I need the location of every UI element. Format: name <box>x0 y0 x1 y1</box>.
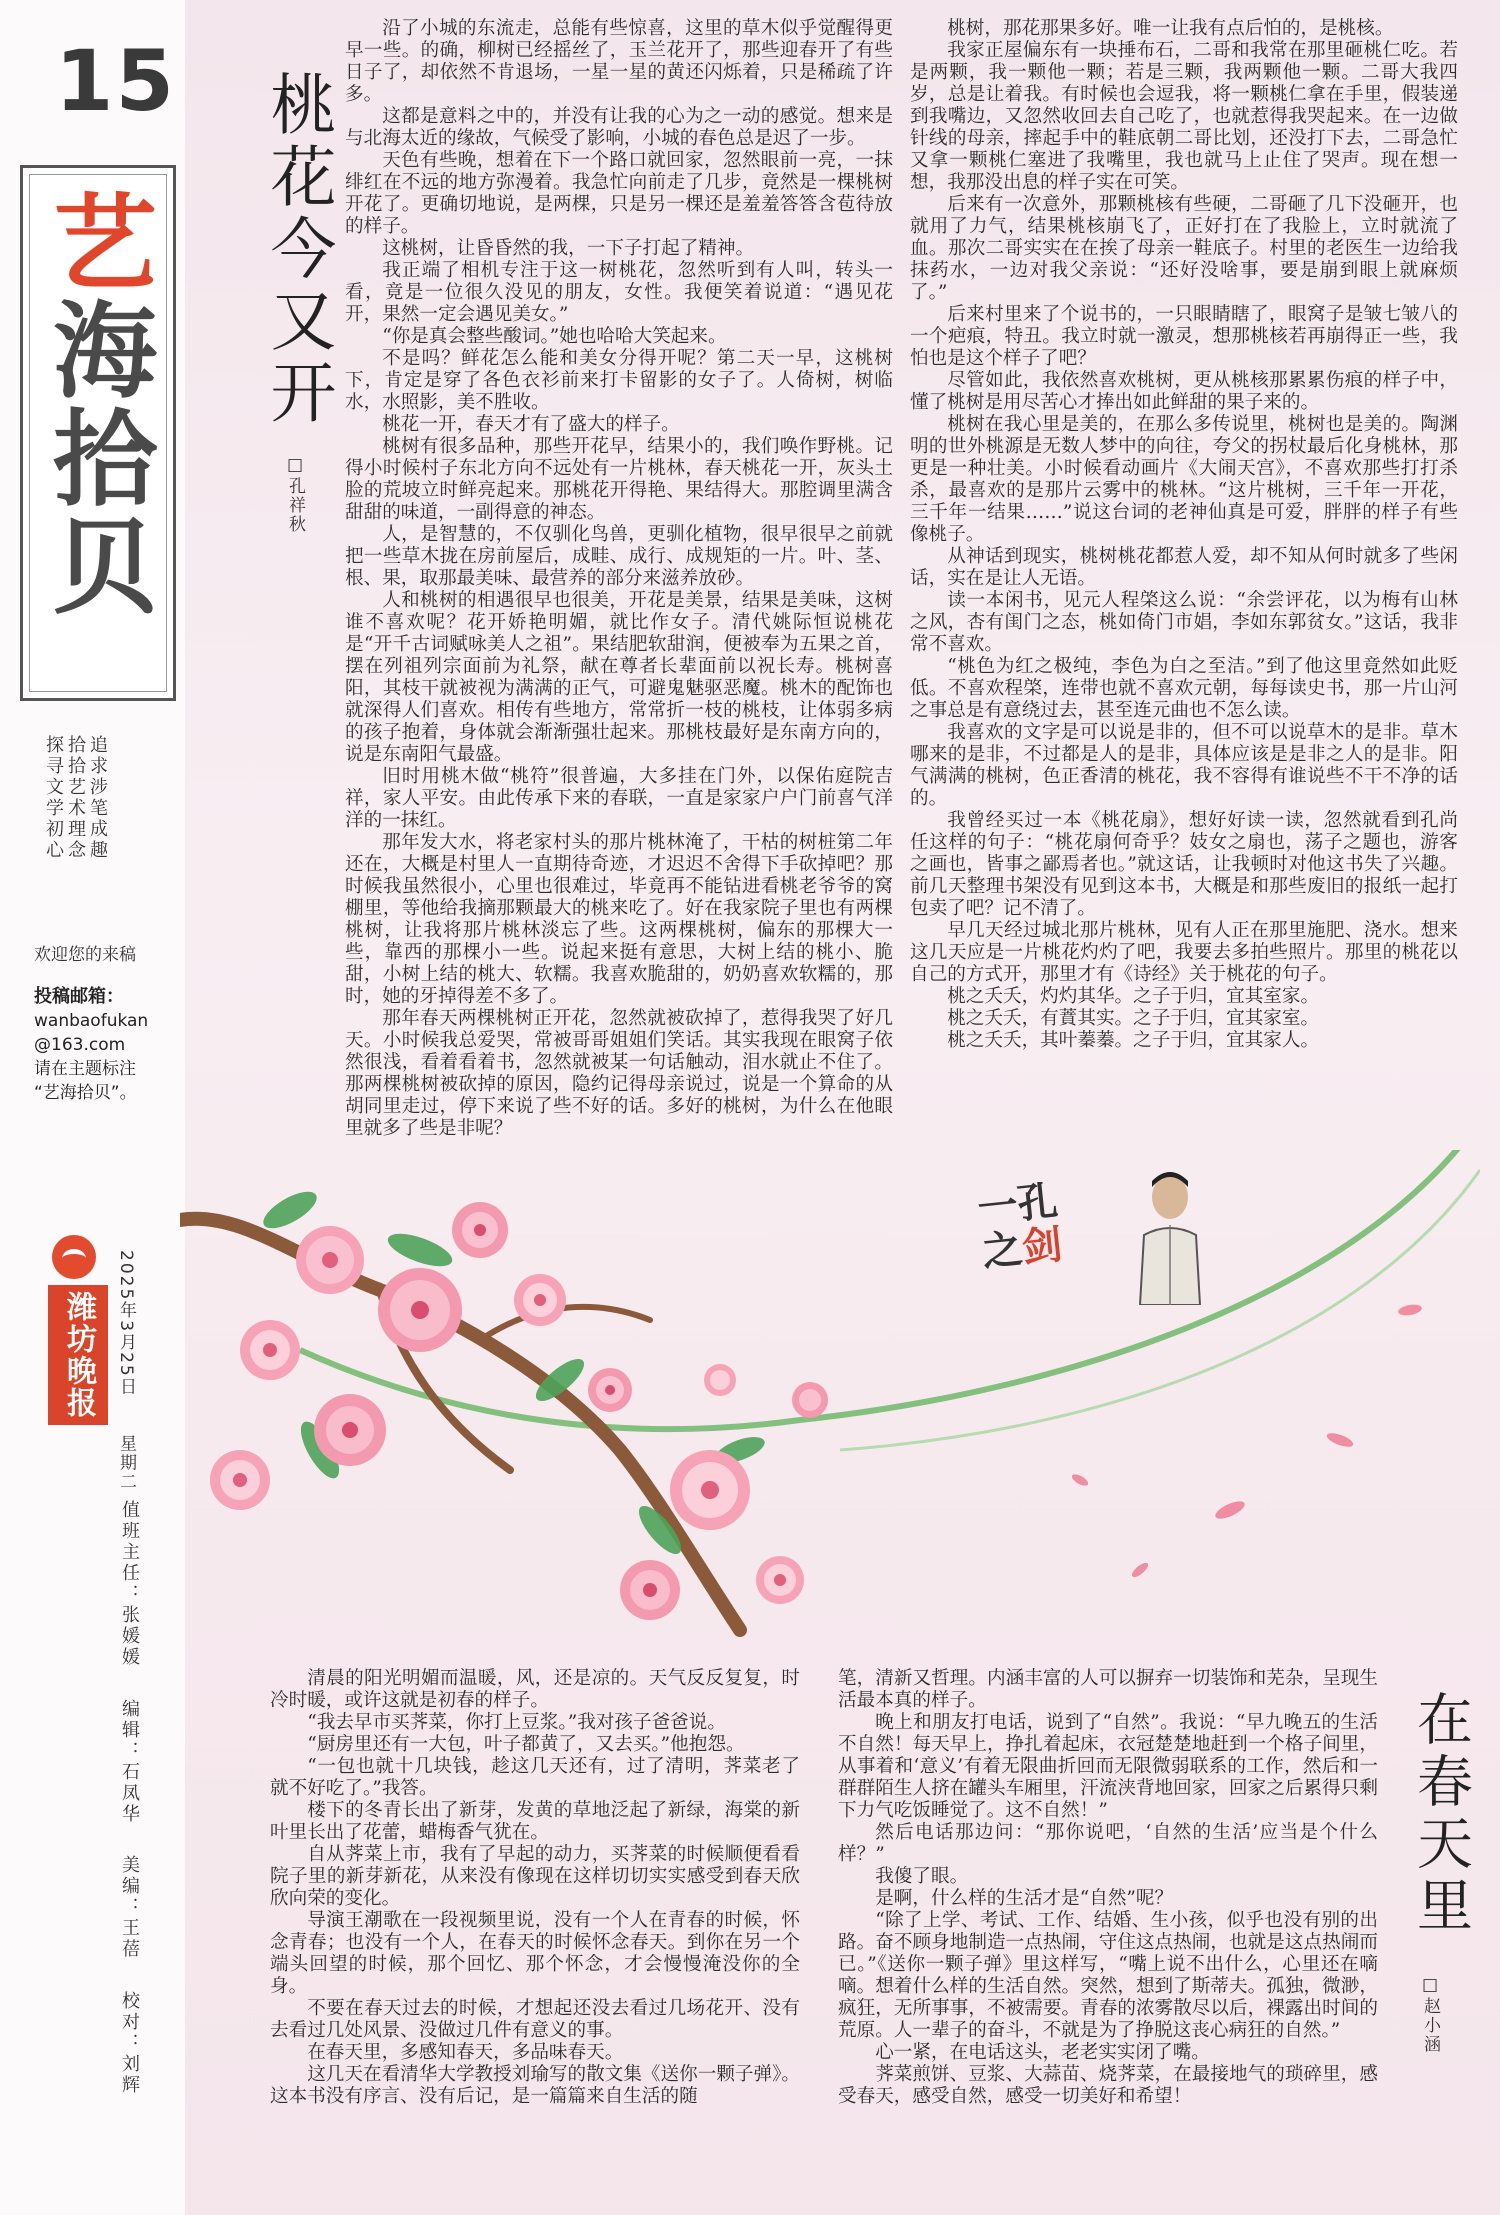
paragraph: 后来有一次意外，那颗桃核有些硬，二哥砸了几下没砸开，也就用了力气，结果桃核崩飞了，正好打在了我脸上，立时就流了血。那次二哥实实在在挨了母亲一鞋底子。村里的老医生一边给我抹药水，一边对我父亲说：“还好没啥事，要是崩到眼上就麻烦了。” <box>910 194 1458 303</box>
logo-icon <box>52 1235 96 1279</box>
paragraph: 桃之夭夭，有蕡其实。之子于归，宜其家室。 <box>947 1008 1320 1029</box>
column-header-box <box>20 165 176 701</box>
paragraph: 我家正屋偏东有一块捶布石，二哥和我常在那里砸桃仁吃。若是两颗，我一颗他一颗；若是三颗，我两颗他一颗。二哥大我四岁，总是让着我。有时候也会逗我，将一颗桃仁拿在手里，假装递到我嘴边，又忽然收回去自己吃了，也就惹得我哭起来。在一边做针线的母亲，摔起手中的鞋底朝二哥比划，还没打下去，二哥急忙又拿一颗桃仁塞进了我嘴里，我也就马上止住了哭声。现在想一想，我那没出息的样子实在可笑。 <box>910 40 1458 193</box>
paragraph: “一包也就十几块钱，趁这几天还有，过了清明，荠菜老了就不好吃了。”我答。 <box>270 1756 800 1799</box>
paragraph: 在春天里，多感知春天，多品味春天。 <box>307 2042 624 2063</box>
submit-email[interactable]: wanbaofukan <box>34 1011 149 1031</box>
submit-note: 请在主题标注 <box>34 1059 136 1079</box>
weekday: 星期二 <box>116 1434 136 1492</box>
article-body-column <box>838 1668 1378 2208</box>
paragraph: 桃之夭夭，灼灼其华。之子于归，宜其室家。 <box>947 986 1320 1007</box>
newspaper-name: 潍坊晚报 <box>48 1285 108 1425</box>
paragraph: 不要在春天过去的时候，才想起还没去看过几场花开、没有去看过几处风景、没做过几件有意义的事。 <box>270 1998 800 2041</box>
paragraph: 心一紧，在电话这头，老老实实闭了嘴。 <box>875 2042 1210 2063</box>
article-body-column <box>270 1668 800 2208</box>
staff-line: 编辑：石凤华 <box>119 1698 140 1825</box>
paragraph: 这桃树，让昏昏然的我，一下子打起了精神。 <box>382 238 755 259</box>
paragraph: 后来村里来了个说书的，一只眼睛瞎了，眼窝子是皱七皱八的一个疤痕，特丑。我立时就一激灵，想那桃核若再崩得正一些，我怕也是这个样子了吧？ <box>910 304 1458 369</box>
paragraph: “厨房里还有一大包，叶子都黄了，又去买。”他抱怨。 <box>307 1734 745 1755</box>
page-number: 15 <box>55 32 176 130</box>
welcome-text: 欢迎您的来稿 <box>34 945 136 965</box>
article-author: □赵小涵 <box>1420 1975 1440 2054</box>
paragraph: 自从荠菜上市，我有了早起的动力，买荠菜的时候顺便看看院子里的新芽新花，从来没有像现在这样切切实实感受到春天欣欣向荣的变化。 <box>270 1844 800 1909</box>
paragraph: “我去早市买荠菜，你打上豆浆。”我对孩子爸爸说。 <box>307 1712 726 1733</box>
submit-label: 投稿邮箱： <box>34 986 124 1007</box>
paragraph: 我喜欢的文字是可以说是非的，但不可以说草木的是非。草木哪来的是非，不过都是人的是非，具体应该是是非之人的是非。阳气满满的桃树，色正香清的桃花，我不容得有谁说些不干不净的话的。 <box>910 722 1458 809</box>
paragraph: 桃树有很多品种，那些开花早，结果小的，我们唤作野桃。记得小时候村子东北方向不远处有一片桃林，春天桃花一开，灰头土脸的荒坡立时鲜亮起来。那桃花开得艳、果结得大。那腔调里满含甜甜的味道，一副得意的神态。 <box>345 436 893 523</box>
submission-info <box>34 985 184 1105</box>
paragraph: 我正端了相机专注于这一树桃花，忽然听到有人叫，转头一看，竟是一位很久没见的朋友，女性。我便笑着说道：“遇见花开，果然一定会遇见美女。” <box>345 260 893 325</box>
paragraph: 尽管如此，我依然喜欢桃树，更从桃核那累累伤痕的样子中，懂了桃树是用尽苦心才捧出如此鲜甜的果子来的。 <box>910 370 1458 413</box>
article-title: 桃花今又开 <box>259 70 336 430</box>
paragraph: 人，是智慧的，不仅驯化鸟兽，更驯化植物，很早很早之前就把一些草木拢在房前屋后，成畦、成行、成规矩的一片。叶、茎、根、果，取那最美味、最营养的部分来滋养放砂。 <box>345 524 893 589</box>
paragraph: 清晨的阳光明媚而温暖，风，还是凉的。天气反反复复，时冷时暖，或许这就是初春的样子。 <box>270 1668 800 1711</box>
staff-line: 校对：刘辉 <box>119 1991 140 2097</box>
paragraph: 桃树，那花那果多好。唯一让我有点后怕的，是桃核。 <box>947 18 1394 39</box>
motto-line: 探寻文学初心 <box>43 735 64 861</box>
paragraph: 荠菜煎饼、豆浆、大蒜苗、烧荠菜，在最接地气的琐碎里，感受春天，感受自然，感受一切美好和希望！ <box>838 2064 1378 2107</box>
article-title: 在春天里 <box>1408 1690 1473 1938</box>
paragraph: 人和桃树的相遇很早也很美，开花是美景，结果是美味，这树谁不喜欢呢？花开娇艳明媚，就比作女子。清代姚际恒说桃花是“开千古词赋咏美人之祖”。果结肥软甜润，便被奉为五果之首，摆在列祖列宗面前为礼祭，献在尊者长辈面前以祝长寿。桃树喜阳，其枝干就被视为满满的正气，可避鬼魅驱恶魔。桃木的配饰也就深得人们喜欢。相传有些地方，常常折一枝的桃枝，让体弱多病的孩子抱着，身体就会渐渐强壮起来。那桃枝最好是东南方向的，说是东南阳气最盛。 <box>345 590 893 765</box>
article-body-column <box>345 18 893 1323</box>
staff-line: 美编：王蓓 <box>119 1855 140 1961</box>
paragraph: 楼下的冬青长出了新芽，发黄的草地泛起了新绿，海棠的新叶里长出了花蕾，蜡梅香气犹在。 <box>270 1800 800 1843</box>
paragraph: 天色有些晚，想着在下一个路口就回家，忽然眼前一亮，一抹绯红在不远的地方弥漫着。我急忙向前走了几步，竟然是一棵桃树开花了。更确切地说，是两棵，只是另一棵还是羞羞答答含苞待放的样子。 <box>345 150 893 237</box>
paragraph: 沿了小城的东流走，总能有些惊喜，这里的草木似乎觉醒得更早一些。的确，柳树已经摇丝了，玉兰花开了，那些迎春开了有些日子了，却依然不肯退场，一星一星的黄还闪烁着，只是稀疏了许多。 <box>345 18 893 105</box>
column-name-rest: 海拾贝 <box>35 296 157 620</box>
paragraph: 这几天在看清华大学教授刘瑜写的散文集《送你一颗子弹》。这本书没有序言、没有后记，是一篇篇来自生活的随 <box>270 2064 800 2107</box>
paragraph: “你是真会整些酸词。”她也哈哈大笑起来。 <box>382 326 727 347</box>
staff-credits <box>116 1500 142 2190</box>
author-portrait <box>1130 1165 1210 1305</box>
submit-email-domain[interactable]: @163.com <box>34 1035 126 1055</box>
paragraph: 导演王潮歌在一段视频里说，没有一个人在青春的时候，怀念青春；也没有一个人，在春天的时候怀念春天。到你在另一个端头回望的时候，那个回忆、那个怀念，才会慢慢淹没你的全身。 <box>270 1910 800 1997</box>
paragraph: 旧时用桃木做“桃符”很普遍，大多挂在门外，以保佑庭院吉祥，家人平安。由此传承下来的春联，一直是家家户户门前喜气洋洋的一抹红。 <box>345 766 893 831</box>
paragraph: 那年发大水，将老家村头的那片桃林淹了，干枯的树桩第二年还在，大概是村里人一直期待奇迹，才迟迟不舍得下手砍掉吧？那时候我虽然很小，心里也很难过，毕竟再不能钻进看桃老爷爷的窝棚里，等他给我摘那颗最大的桃来吃了。好在我家院子里也有两棵桃树，让我将那片桃林淡忘了些。这两棵桃树，偏东的那棵大一些，靠西的那棵小一些。说起来挺有意思，大树上结的桃小、脆甜，小树上结的桃大、软糯。我喜欢脆甜的，奶奶喜欢软糯的，那时，她的牙掉得差不多了。 <box>345 832 893 1007</box>
paragraph: “除了上学、考试、工作、结婚、生小孩，似乎也没有别的出路。奋不顾身地制造一点热闹，守住这点热闹，也就是这点热闹而已。”《送你一颗子弹》里这样写，“嘴上说不出什么，心里还在嘀嘀。想着什么样的生活自然。突然，想到了斯蒂夫。孤独，微渺，疯狂，无所事事，不被需要。青春的浓雾散尽以后，裸露出时间的荒原。人一辈子的奋斗，不就是为了挣脱这丧心病狂的自然。” <box>838 1910 1378 2041</box>
paragraph: 不是吗？鲜花怎么能和美女分得开呢？第二天一早，这桃树下，肯定是穿了各色衣衫前来打卡留影的女子了。人倚树，树临水，水照影，美不胜收。 <box>345 348 893 413</box>
paragraph: “桃色为红之极纯，李色为白之至洁。”到了他这里竟然如此贬低。不喜欢程棨，连带也就不喜欢元朝，每每读史书，那一片山河之事总是有意绕过去，甚至连元曲也不怎么读。 <box>910 656 1458 721</box>
article-body-column <box>910 18 1458 1168</box>
paragraph: 我傻了眼。 <box>875 1866 969 1887</box>
paragraph: 读一本闲书，见元人程棨这么说：“余尝评花，以为梅有山林之风，杏有闺门之态，桃如倚门市娼，李如东郭贫女。”这话，我非常不喜欢。 <box>910 590 1458 655</box>
issue-date: 2025年3月25日 <box>116 1250 136 1397</box>
paragraph: 这都是意料之中的，并没有让我的心为之一动的感觉。想来是与北海太近的缘故，气候受了影响，小城的春色总是迟了一步。 <box>345 106 893 149</box>
column-name <box>35 188 157 620</box>
paragraph: 然后电话那边问：“那你说吧，‘自然的生活’应当是个什么样？” <box>838 1822 1378 1865</box>
paragraph: 笔，清新又哲理。内涵丰富的人可以摒弃一切装饰和芜杂，呈现生活最本真的样子。 <box>838 1668 1378 1711</box>
paragraph: 晚上和朋友打电话，说到了“自然”。我说：“早九晚五的生活不自然！每天早上，挣扎着起床，衣冠楚楚地赶到一个格子间里，从事着和‘意义’有着无限曲折回而无限微弱联系的工作，然后和一群群陌生人挤在罐头车厢里，汗流浃背地回家，回家之后累得只剩下力气吃饭睡觉了。这不自然！” <box>838 1712 1378 1821</box>
columnist-name: 一孔 之剑 <box>975 1178 1065 1276</box>
paragraph: 桃花一开，春天才有了盛大的样子。 <box>382 414 680 435</box>
staff-line: 值班主任：张媛媛 <box>119 1500 140 1668</box>
paragraph: 早几天经过城北那片桃林，见有人正在那里施肥、浇水。想来这几天应是一片桃花灼灼了吧，我要去多拍些照片。那里的桃花以自己的方式开，那里才有《诗经》关于桃花的句子。 <box>910 920 1458 985</box>
paragraph: 我曾经买过一本《桃花扇》，想好好读一读，忽然就看到孔尚任这样的句子：“桃花扇何奇乎？妓女之扇也，荡子之题也，游客之画也，皆事之鄙焉者也。”就这话，让我顿时对他这书失了兴趣。前几天整理书架没有见到这本书，大概是和那些废旧的报纸一起打包卖了吧？记不清了。 <box>910 810 1458 919</box>
column-name-first-char: 艺 <box>35 188 157 296</box>
newspaper-logo <box>48 1235 100 1425</box>
paragraph: 从神话到现实，桃树桃花都惹人爱，却不知从何时就多了些闲话，实在是让人无语。 <box>910 546 1458 589</box>
motto-line: 拾拾艺术理念 <box>65 735 86 861</box>
paragraph: 桃树在我心里是美的，在那么多传说里，桃树也是美的。陶渊明的世外桃源是无数人梦中的向往，夸父的拐杖最后化身桃林，那更是一种壮美。小时候看动画片《大闹天宫》，不喜欢那些打打杀杀，最喜欢的是那片云雾中的桃林。“这片桃树，三千年一开花，三千年一结果……”说这台词的老神仙真是可爱，胖胖的样子有些像桃子。 <box>910 414 1458 545</box>
motto-line: 追求涉笔成趣 <box>87 735 108 861</box>
paragraph: 桃之夭夭，其叶蓁蓁。之子于归，宜其家人。 <box>947 1030 1320 1051</box>
column-mottos <box>42 735 108 905</box>
paragraph: 那年春天两棵桃树正开花，忽然就被砍掉了，惹得我哭了好几天。小时候我总爱哭，常被哥哥姐姐们笑话。其实我现在眼窝子依然很浅，看着看着书，忽然就被某一句话触动，泪水就止不住了。那两棵桃树被砍掉的原因，隐约记得母亲说过，说是一个算命的从胡同里走过，停下来说了些不好的话。多好的桃树，为什么在他眼里就多了些是非呢？ <box>345 1008 893 1139</box>
submit-note: “艺海拾贝”。 <box>34 1083 137 1103</box>
columnist-tag <box>975 1165 1210 1315</box>
article-author: □孔祥秋 <box>285 455 305 534</box>
paragraph: 是啊，什么样的生活才是“自然”呢？ <box>875 1888 1174 1909</box>
